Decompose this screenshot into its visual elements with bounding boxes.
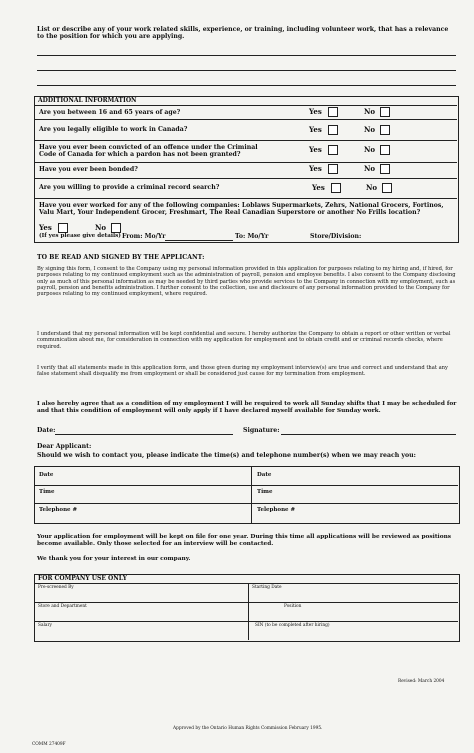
age-no-checkbox[interactable] [380, 107, 390, 117]
divider [35, 162, 457, 163]
date-input[interactable] [55, 434, 233, 435]
no-label: No [95, 223, 107, 232]
yes-label: Yes [309, 164, 322, 173]
convicted-no-checkbox[interactable] [380, 145, 390, 155]
question-worked-companies: Have you ever worked for any of the following companies: Loblaws Supermarkets, Zehrs, National Grocers, Fortinos, Valu Mart, Your Independent Grocer, Freshmart, The Real Canadian Superstore or another No Frills location? [39, 202, 444, 217]
skills-answer-line-1[interactable] [37, 55, 456, 56]
from-label: From: Mo/Yr [122, 233, 166, 240]
skills-answer-line-2[interactable] [37, 70, 456, 71]
salary-label: Salary [38, 623, 52, 628]
sunday-agreement: I also hereby agree that as a condition of my employment I will be required to work all Sunday shifts that I may be scheduled for and that this condition of employment will only apply if I have declared myself available for Sunday work. [37, 401, 457, 415]
signature-label: Signature: [243, 427, 280, 434]
to-label: To: Mo/Yr [235, 233, 269, 240]
store-department-label: Store and Department [38, 604, 87, 609]
yes-label: Yes [39, 223, 52, 232]
record-yes-checkbox[interactable] [331, 183, 341, 193]
age-yes-checkbox[interactable] [328, 107, 338, 117]
column-divider [251, 466, 252, 524]
column-divider [248, 583, 249, 640]
divider [35, 105, 457, 106]
no-label: No [364, 164, 376, 173]
divider [35, 178, 457, 179]
question-record-search: Are you willing to provide a criminal record search? [39, 184, 220, 191]
eligible-yes-checkbox[interactable] [328, 125, 338, 135]
question-bonded: Have you ever been bonded? [39, 166, 138, 173]
contact-table [34, 466, 460, 524]
eligible-no-checkbox[interactable] [380, 125, 390, 135]
consent-title: TO BE READ AND SIGNED BY THE APPLICANT: [37, 254, 205, 261]
worked-no-checkbox[interactable] [111, 223, 121, 233]
contact-instructions: Should we wish to contact you, please indicate the time(s) and telephone number(s) when we may reach you: [37, 452, 416, 459]
record-no-checkbox[interactable] [382, 183, 392, 193]
consent-paragraph-2: I understand that my personal information will be kept confidential and secure. I hereby authorize the Company to obtain a report or other written or verbal communication about me, for consideration in connection with my application for employment and to obtain credit and or criminal records checks, where required. [37, 331, 451, 350]
store-division-label: Store/Division: [310, 233, 362, 240]
prescreened-by-label: Pre-screened By [38, 585, 74, 590]
contact-telephone-1-label: Telephone # [39, 507, 78, 513]
consent-paragraph-1: By signing this form, I consent to the Company using my personal information provided in this application for purposes relating to my hiring and, if hired, for purposes relating to my continued employment such as the administration of payroll, pension and employee benefits. I also consent to the Company disclosing only as much of this personal information as may be needed by third parties who provide services to the Company in connection with my employment, such as payroll, pension and benefits administration. I further consent to the collection, use and disclosure of any personal information provided to the Company for purposes relating to my continued employment, where required. [37, 266, 456, 298]
contact-time-2-label: Time [257, 489, 273, 495]
bonded-no-checkbox[interactable] [380, 164, 390, 174]
contact-date-2-label: Date [257, 472, 272, 478]
company-use-header: FOR COMPANY USE ONLY [38, 575, 127, 582]
question-eligible: Are you legally eligible to work in Canada? [39, 126, 188, 133]
company-use-box [34, 574, 460, 642]
thank-you-note: We thank you for your interest in our company. [37, 556, 191, 562]
date-label: Date: [37, 427, 56, 434]
question-age: Are you between 16 and 65 years of age? [39, 109, 181, 116]
divider [35, 602, 458, 603]
approval-note: Approved by the Ontario Human Rights Commission February 1995. [173, 726, 323, 731]
no-label: No [364, 125, 376, 134]
revised-date: Revised: March 2004 [398, 679, 445, 684]
divider [35, 140, 457, 141]
row-divider [35, 503, 458, 504]
contact-time-1-label: Time [39, 489, 55, 495]
starting-date-label: Starting Date [252, 585, 282, 590]
if-yes-details: (If yes please give details) [39, 233, 121, 239]
worked-yes-checkbox[interactable] [58, 223, 68, 233]
convicted-yes-checkbox[interactable] [328, 145, 338, 155]
skills-question: List or describe any of your work related skills, experience, or training, including volunteer work, that has a relevance to the position for which you are applying. [37, 26, 449, 41]
sin-label: SIN (to be completed after hiring) [255, 623, 330, 628]
contact-telephone-2-label: Telephone # [257, 507, 296, 513]
file-retention-notice: Your application for employment will be kept on file for one year. During this time all applications will be reviewed as positions become available. Only those selected for an interview will be contacted. [37, 534, 452, 548]
divider [35, 583, 458, 584]
from-input[interactable] [165, 240, 233, 241]
bonded-yes-checkbox[interactable] [328, 164, 338, 174]
additional-info-header: ADDITIONAL INFORMATION [38, 97, 137, 104]
yes-label: Yes [309, 145, 322, 154]
form-code: COMM 27409F [32, 742, 66, 747]
skills-answer-line-3[interactable] [37, 85, 456, 86]
consent-paragraph-3: I verify that all statements made in this application form, and those given during my employment interview(s) are true and correct and understand that any false statement shall disqualify me from employment or shall be considered just cause for my termination from employment. [37, 365, 448, 378]
yes-label: Yes [309, 125, 322, 134]
yes-label: Yes [309, 107, 322, 116]
divider [35, 198, 457, 199]
signature-input[interactable] [281, 434, 456, 435]
no-label: No [364, 145, 376, 154]
question-convicted: Have you ever been convicted of an offence under the Criminal Code of Canada for which a pardon has not been granted? [39, 144, 258, 159]
dear-applicant: Dear Applicant: [37, 443, 92, 450]
yes-label: Yes [312, 183, 325, 192]
contact-date-1-label: Date [39, 472, 54, 478]
row-divider [35, 485, 458, 486]
no-label: No [366, 183, 378, 192]
position-label: Position [284, 604, 302, 609]
divider [35, 119, 457, 120]
divider [35, 621, 458, 622]
no-label: No [364, 107, 376, 116]
